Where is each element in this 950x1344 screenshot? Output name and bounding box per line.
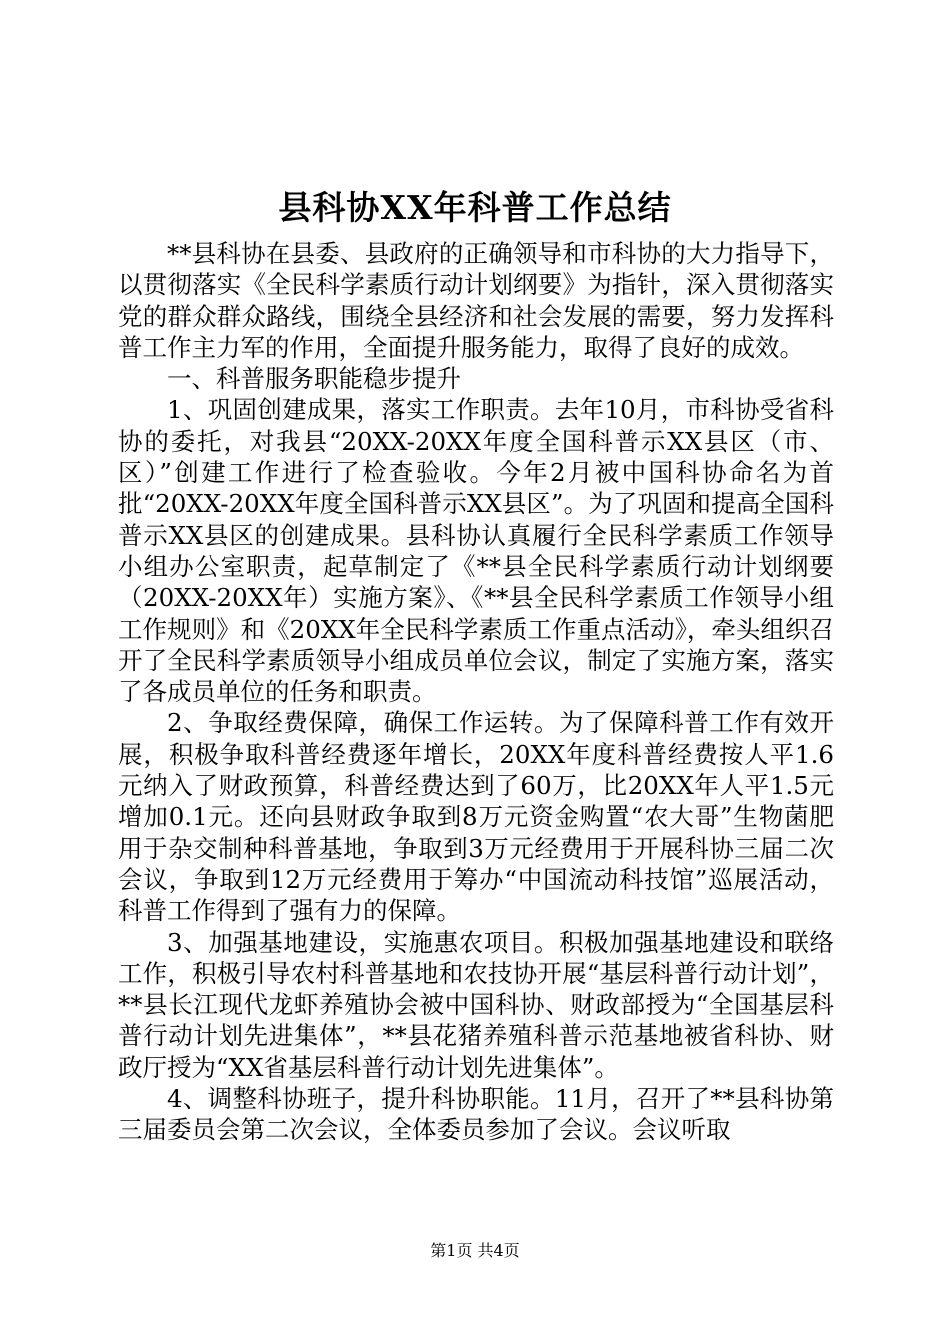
paragraph-item-3: 3、加强基地建设，实施惠农项目。积极加强基地建设和联络工作，积极引导农村科普基地和农技协开展“基层科普行动计划”，**县长江现代龙虾养殖协会被中国科协、财政部授为“全国基层科普行动计划先进集体”，**县花猪养殖科普示范基地被省科协、财政厅授为“XX省基层科普行动计划先进集体”。 <box>118 927 834 1082</box>
document-title: 县科协XX年科普工作总结 <box>278 188 672 227</box>
page-number-footer: 第1页 共4页 <box>430 1241 520 1260</box>
paragraph-item-1: 1、巩固创建成果，落实工作职责。去年10月，市科协受省科协的委托，对我县“20XX-20XX年度全国科普示XX县区（市、区）”创建工作进行了检查验收。今年2月被中国科协命名为首批“20XX-20XX年度全国科普示XX县区”。为了巩固和提高全国科普示XX县区的创建成果。县科协认真履行全民科学素质工作领导小组办公室职责，起草制定了《**县全民科学素质行动计划纲要（20XX-20XX年）实施方案》、《**县全民科学素质工作领导小组工作规则》和《20XX年全民科学素质工作重点活动》，牵头组织召开了全民科学素质领导小组成员单位会议，制定了实施方案，落实了各成员单位的任务和职责。 <box>118 395 834 707</box>
paragraph-item-4: 4、调整科协班子，提升科协职能。11月，召开了**县科协第三届委员会第二次会议，全体委员参加了会议。会议听取 <box>118 1084 834 1145</box>
section-heading-1: 一、科普服务职能稳步提升 <box>167 364 461 394</box>
paragraph-intro: **县科协在县委、县政府的正确领导和市科协的大力指导下，以贯彻落实《全民科学素质行动计划纲要》为指针，深入贯彻落实党的群众群众路线，围绕全县经济和社会发展的需要，努力发挥科普工作主力军的作用，全面提升服务能力，取得了良好的成效。 <box>118 239 834 362</box>
document-body <box>118 238 834 1146</box>
paragraph-item-2: 2、争取经费保障，确保工作运转。为了保障科普工作有效开展，积极争取科普经费逐年增长，20XX年度科普经费按人平1.6元纳入了财政预算，科普经费达到了60万，比20XX年人平1.5元增加0.1元。还向县财政争取到8万元资金购置“农大哥”生物菌肥用于杂交制种科普基地，争取到3万元经费用于开展科协三届二次会议，争取到12万元经费用于筹办“中国流动科技馆”巡展活动，科普工作得到了强有力的保障。 <box>118 708 834 926</box>
